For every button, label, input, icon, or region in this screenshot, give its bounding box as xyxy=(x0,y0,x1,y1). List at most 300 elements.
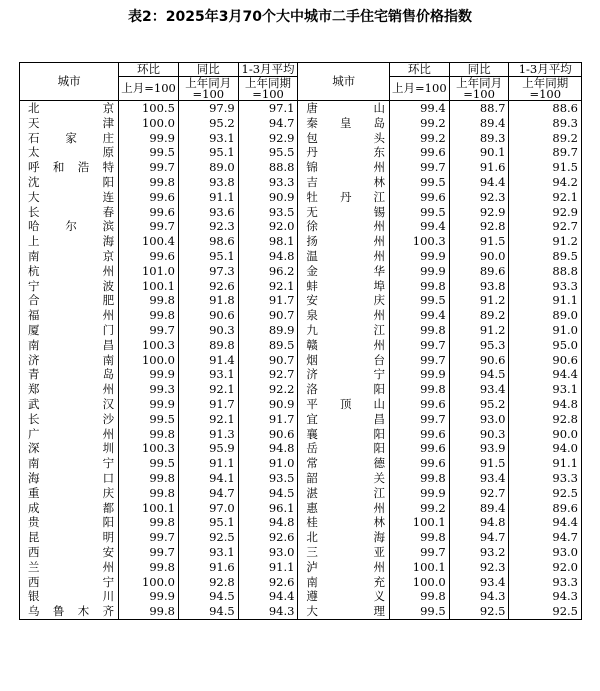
yoy-right-cell: 88.7 xyxy=(449,101,509,116)
yoy-left-cell: 97.0 xyxy=(178,501,238,516)
yoy-left-cell: 93.8 xyxy=(178,175,238,190)
avg-right-cell: 94.2 xyxy=(509,175,582,190)
city-left-cell: 南京 xyxy=(20,249,119,264)
avg-left-cell: 98.1 xyxy=(238,234,298,249)
yoy-left-cell: 91.6 xyxy=(178,560,238,575)
avg-left-cell: 93.3 xyxy=(238,175,298,190)
mom-right-cell: 99.2 xyxy=(389,116,449,131)
city-right-cell: 洛阳 xyxy=(298,382,390,397)
mom-left-cell: 99.7 xyxy=(119,545,179,560)
mom-right-cell: 99.7 xyxy=(389,338,449,353)
mom-left-cell: 99.6 xyxy=(119,190,179,205)
city-left-cell: 宁波 xyxy=(20,279,119,294)
header-avg-base-left: 上年同期=100 xyxy=(238,77,298,101)
city-right-cell: 常德 xyxy=(298,456,390,471)
yoy-left-cell: 90.3 xyxy=(178,323,238,338)
yoy-right-cell: 93.4 xyxy=(449,575,509,590)
header-mom-left: 环比 xyxy=(119,63,179,77)
yoy-right-cell: 90.1 xyxy=(449,145,509,160)
avg-right-cell: 94.0 xyxy=(509,441,582,456)
avg-right-cell: 91.0 xyxy=(509,323,582,338)
table-row xyxy=(20,160,582,175)
yoy-right-cell: 89.6 xyxy=(449,264,509,279)
mom-left-cell: 99.8 xyxy=(119,560,179,575)
avg-right-cell: 92.5 xyxy=(509,604,582,619)
yoy-right-cell: 93.0 xyxy=(449,412,509,427)
city-right-cell: 金华 xyxy=(298,264,390,279)
city-left-cell: 沈阳 xyxy=(20,175,119,190)
mom-right-cell: 99.5 xyxy=(389,175,449,190)
yoy-right-cell: 90.3 xyxy=(449,427,509,442)
city-right-cell: 济宁 xyxy=(298,367,390,382)
mom-right-cell: 99.2 xyxy=(389,501,449,516)
avg-right-cell: 94.7 xyxy=(509,530,582,545)
city-right-cell: 韶关 xyxy=(298,471,390,486)
avg-right-cell: 93.3 xyxy=(509,279,582,294)
mom-left-cell: 99.7 xyxy=(119,160,179,175)
avg-right-cell: 90.0 xyxy=(509,427,582,442)
avg-right-cell: 94.8 xyxy=(509,397,582,412)
city-right-cell: 泸州 xyxy=(298,560,390,575)
avg-right-cell: 91.5 xyxy=(509,160,582,175)
avg-left-cell: 97.1 xyxy=(238,101,298,116)
table-row xyxy=(20,486,582,501)
table-row xyxy=(20,116,582,131)
city-right-cell: 无锡 xyxy=(298,205,390,220)
header-avg-left: 1-3月平均 xyxy=(238,63,298,77)
avg-left-cell: 93.5 xyxy=(238,471,298,486)
mom-left-cell: 99.3 xyxy=(119,382,179,397)
avg-left-cell: 92.6 xyxy=(238,575,298,590)
yoy-right-cell: 89.4 xyxy=(449,501,509,516)
mom-right-cell: 99.4 xyxy=(389,308,449,323)
yoy-left-cell: 90.6 xyxy=(178,308,238,323)
yoy-left-cell: 94.7 xyxy=(178,486,238,501)
table-row xyxy=(20,397,582,412)
avg-right-cell: 93.3 xyxy=(509,471,582,486)
yoy-right-cell: 94.4 xyxy=(449,175,509,190)
table-row xyxy=(20,338,582,353)
yoy-right-cell: 91.5 xyxy=(449,234,509,249)
yoy-left-cell: 92.1 xyxy=(178,412,238,427)
header-mom-base-left: 上月=100 xyxy=(119,77,179,101)
mom-left-cell: 99.6 xyxy=(119,205,179,220)
city-right-cell: 秦皇岛 xyxy=(298,116,390,131)
table-row xyxy=(20,441,582,456)
city-left-cell: 合肥 xyxy=(20,293,119,308)
mom-left-cell: 99.6 xyxy=(119,249,179,264)
yoy-left-cell: 92.5 xyxy=(178,530,238,545)
yoy-right-cell: 91.5 xyxy=(449,456,509,471)
city-right-cell: 平顶山 xyxy=(298,397,390,412)
yoy-right-cell: 92.7 xyxy=(449,486,509,501)
yoy-right-cell: 92.9 xyxy=(449,205,509,220)
city-left-cell: 成都 xyxy=(20,501,119,516)
yoy-left-cell: 89.0 xyxy=(178,160,238,175)
yoy-left-cell: 95.1 xyxy=(178,249,238,264)
mom-left-cell: 99.5 xyxy=(119,456,179,471)
city-right-cell: 吉林 xyxy=(298,175,390,190)
avg-left-cell: 92.9 xyxy=(238,131,298,146)
avg-right-cell: 92.5 xyxy=(509,486,582,501)
yoy-right-cell: 93.4 xyxy=(449,471,509,486)
mom-left-cell: 100.1 xyxy=(119,279,179,294)
city-right-cell: 赣州 xyxy=(298,338,390,353)
yoy-right-cell: 94.8 xyxy=(449,515,509,530)
city-left-cell: 广州 xyxy=(20,427,119,442)
avg-left-cell: 90.9 xyxy=(238,397,298,412)
city-left-cell: 天津 xyxy=(20,116,119,131)
mom-right-cell: 99.2 xyxy=(389,131,449,146)
avg-left-cell: 94.3 xyxy=(238,604,298,619)
table-row xyxy=(20,530,582,545)
table-row xyxy=(20,382,582,397)
mom-right-cell: 100.1 xyxy=(389,515,449,530)
mom-right-cell: 99.9 xyxy=(389,367,449,382)
mom-right-cell: 99.4 xyxy=(389,101,449,116)
avg-left-cell: 91.7 xyxy=(238,412,298,427)
table-row xyxy=(20,589,582,604)
city-right-cell: 丹东 xyxy=(298,145,390,160)
city-left-cell: 上海 xyxy=(20,234,119,249)
table-body xyxy=(20,101,582,620)
avg-right-cell: 93.1 xyxy=(509,382,582,397)
yoy-right-cell: 89.2 xyxy=(449,308,509,323)
city-left-cell: 太原 xyxy=(20,145,119,160)
mom-right-cell: 99.7 xyxy=(389,353,449,368)
city-right-cell: 唐山 xyxy=(298,101,390,116)
avg-right-cell: 89.7 xyxy=(509,145,582,160)
mom-left-cell: 99.5 xyxy=(119,145,179,160)
city-left-cell: 石家庄 xyxy=(20,131,119,146)
yoy-right-cell: 93.9 xyxy=(449,441,509,456)
yoy-left-cell: 98.6 xyxy=(178,234,238,249)
avg-left-cell: 91.7 xyxy=(238,293,298,308)
city-left-cell: 西宁 xyxy=(20,575,119,590)
mom-right-cell: 99.9 xyxy=(389,264,449,279)
mom-left-cell: 99.8 xyxy=(119,427,179,442)
mom-left-cell: 100.4 xyxy=(119,234,179,249)
city-left-cell: 呼和浩特 xyxy=(20,160,119,175)
city-right-cell: 大理 xyxy=(298,604,390,619)
avg-left-cell: 94.5 xyxy=(238,486,298,501)
header-yoy-base-left: 上年同月=100 xyxy=(178,77,238,101)
avg-right-cell: 93.0 xyxy=(509,545,582,560)
yoy-left-cell: 91.4 xyxy=(178,353,238,368)
table-header xyxy=(20,63,582,101)
mom-left-cell: 99.8 xyxy=(119,308,179,323)
yoy-right-cell: 93.8 xyxy=(449,279,509,294)
mom-right-cell: 99.4 xyxy=(389,219,449,234)
yoy-left-cell: 95.9 xyxy=(178,441,238,456)
mom-left-cell: 100.0 xyxy=(119,575,179,590)
mom-right-cell: 99.6 xyxy=(389,427,449,442)
avg-right-cell: 91.2 xyxy=(509,234,582,249)
mom-right-cell: 99.7 xyxy=(389,160,449,175)
avg-right-cell: 90.6 xyxy=(509,353,582,368)
city-right-cell: 岳阳 xyxy=(298,441,390,456)
yoy-right-cell: 89.3 xyxy=(449,131,509,146)
mom-right-cell: 99.7 xyxy=(389,545,449,560)
header-avg-base-right: 上年同期=100 xyxy=(509,77,582,101)
table-row xyxy=(20,427,582,442)
table-row xyxy=(20,234,582,249)
yoy-left-cell: 95.1 xyxy=(178,515,238,530)
mom-right-cell: 100.0 xyxy=(389,575,449,590)
avg-left-cell: 92.0 xyxy=(238,219,298,234)
city-left-cell: 南昌 xyxy=(20,338,119,353)
avg-right-cell: 92.0 xyxy=(509,560,582,575)
avg-left-cell: 96.2 xyxy=(238,264,298,279)
avg-right-cell: 89.3 xyxy=(509,116,582,131)
avg-left-cell: 94.4 xyxy=(238,589,298,604)
city-right-cell: 安庆 xyxy=(298,293,390,308)
city-left-cell: 长春 xyxy=(20,205,119,220)
mom-right-cell: 99.9 xyxy=(389,249,449,264)
yoy-left-cell: 91.8 xyxy=(178,293,238,308)
city-right-cell: 扬州 xyxy=(298,234,390,249)
city-left-cell: 重庆 xyxy=(20,486,119,501)
yoy-left-cell: 97.9 xyxy=(178,101,238,116)
mom-right-cell: 100.1 xyxy=(389,560,449,575)
table-row xyxy=(20,190,582,205)
header-yoy-left: 同比 xyxy=(178,63,238,77)
avg-right-cell: 93.3 xyxy=(509,575,582,590)
table-row xyxy=(20,308,582,323)
mom-right-cell: 99.5 xyxy=(389,293,449,308)
yoy-right-cell: 92.3 xyxy=(449,560,509,575)
city-right-cell: 北海 xyxy=(298,530,390,545)
yoy-left-cell: 92.8 xyxy=(178,575,238,590)
city-left-cell: 郑州 xyxy=(20,382,119,397)
avg-left-cell: 92.7 xyxy=(238,367,298,382)
table-row xyxy=(20,205,582,220)
avg-right-cell: 92.9 xyxy=(509,205,582,220)
city-right-cell: 牡丹江 xyxy=(298,190,390,205)
mom-right-cell: 99.8 xyxy=(389,589,449,604)
yoy-left-cell: 91.3 xyxy=(178,427,238,442)
mom-left-cell: 101.0 xyxy=(119,264,179,279)
mom-right-cell: 99.6 xyxy=(389,190,449,205)
avg-left-cell: 94.7 xyxy=(238,116,298,131)
mom-right-cell: 99.8 xyxy=(389,471,449,486)
yoy-right-cell: 90.0 xyxy=(449,249,509,264)
city-right-cell: 襄阳 xyxy=(298,427,390,442)
table-row xyxy=(20,131,582,146)
city-left-cell: 哈尔滨 xyxy=(20,219,119,234)
header-mom-base-right: 上月=100 xyxy=(389,77,449,101)
price-index-table xyxy=(19,62,582,620)
mom-left-cell: 99.9 xyxy=(119,397,179,412)
table-row xyxy=(20,264,582,279)
avg-left-cell: 92.6 xyxy=(238,530,298,545)
city-left-cell: 贵阳 xyxy=(20,515,119,530)
yoy-left-cell: 93.1 xyxy=(178,131,238,146)
avg-left-cell: 90.7 xyxy=(238,353,298,368)
city-right-cell: 锦州 xyxy=(298,160,390,175)
avg-right-cell: 91.1 xyxy=(509,293,582,308)
yoy-right-cell: 95.3 xyxy=(449,338,509,353)
mom-left-cell: 100.1 xyxy=(119,501,179,516)
city-right-cell: 湛江 xyxy=(298,486,390,501)
city-left-cell: 福州 xyxy=(20,308,119,323)
avg-left-cell: 90.6 xyxy=(238,427,298,442)
table-row xyxy=(20,501,582,516)
table-row xyxy=(20,545,582,560)
mom-left-cell: 99.8 xyxy=(119,293,179,308)
avg-right-cell: 92.1 xyxy=(509,190,582,205)
header-yoy-base-right: 上年同月=100 xyxy=(449,77,509,101)
mom-right-cell: 99.5 xyxy=(389,205,449,220)
avg-left-cell: 88.8 xyxy=(238,160,298,175)
mom-left-cell: 100.3 xyxy=(119,441,179,456)
header-mom-right: 环比 xyxy=(389,63,449,77)
avg-right-cell: 94.4 xyxy=(509,515,582,530)
avg-left-cell: 93.5 xyxy=(238,205,298,220)
mom-right-cell: 100.3 xyxy=(389,234,449,249)
mom-left-cell: 99.8 xyxy=(119,604,179,619)
city-left-cell: 杭州 xyxy=(20,264,119,279)
yoy-right-cell: 92.5 xyxy=(449,604,509,619)
avg-right-cell: 89.6 xyxy=(509,501,582,516)
city-right-cell: 包头 xyxy=(298,131,390,146)
city-right-cell: 徐州 xyxy=(298,219,390,234)
mom-left-cell: 99.9 xyxy=(119,131,179,146)
city-left-cell: 银川 xyxy=(20,589,119,604)
avg-right-cell: 94.3 xyxy=(509,589,582,604)
avg-left-cell: 94.8 xyxy=(238,249,298,264)
yoy-left-cell: 92.6 xyxy=(178,279,238,294)
yoy-left-cell: 91.1 xyxy=(178,190,238,205)
avg-right-cell: 89.5 xyxy=(509,249,582,264)
city-right-cell: 桂林 xyxy=(298,515,390,530)
yoy-left-cell: 95.1 xyxy=(178,145,238,160)
yoy-left-cell: 91.1 xyxy=(178,456,238,471)
header-city-right: 城市 xyxy=(298,63,390,101)
table-row xyxy=(20,249,582,264)
mom-left-cell: 99.8 xyxy=(119,486,179,501)
mom-left-cell: 99.8 xyxy=(119,515,179,530)
mom-left-cell: 99.7 xyxy=(119,219,179,234)
city-left-cell: 长沙 xyxy=(20,412,119,427)
mom-left-cell: 99.9 xyxy=(119,589,179,604)
avg-right-cell: 89.0 xyxy=(509,308,582,323)
mom-right-cell: 99.8 xyxy=(389,323,449,338)
table-row xyxy=(20,293,582,308)
mom-right-cell: 99.8 xyxy=(389,279,449,294)
city-right-cell: 烟台 xyxy=(298,353,390,368)
city-left-cell: 大连 xyxy=(20,190,119,205)
yoy-left-cell: 93.1 xyxy=(178,367,238,382)
mom-right-cell: 99.8 xyxy=(389,382,449,397)
city-right-cell: 蚌埠 xyxy=(298,279,390,294)
mom-left-cell: 99.5 xyxy=(119,412,179,427)
avg-left-cell: 94.8 xyxy=(238,441,298,456)
avg-left-cell: 93.0 xyxy=(238,545,298,560)
table-row xyxy=(20,279,582,294)
city-left-cell: 青岛 xyxy=(20,367,119,382)
yoy-right-cell: 92.8 xyxy=(449,219,509,234)
city-right-cell: 泉州 xyxy=(298,308,390,323)
mom-right-cell: 99.6 xyxy=(389,456,449,471)
avg-left-cell: 95.5 xyxy=(238,145,298,160)
mom-left-cell: 99.8 xyxy=(119,471,179,486)
avg-right-cell: 88.6 xyxy=(509,101,582,116)
city-left-cell: 乌鲁木齐 xyxy=(20,604,119,619)
mom-right-cell: 99.9 xyxy=(389,486,449,501)
avg-left-cell: 91.1 xyxy=(238,560,298,575)
yoy-right-cell: 93.4 xyxy=(449,382,509,397)
table-row xyxy=(20,323,582,338)
mom-left-cell: 99.7 xyxy=(119,530,179,545)
table-row xyxy=(20,604,582,619)
yoy-left-cell: 91.7 xyxy=(178,397,238,412)
mom-left-cell: 99.7 xyxy=(119,323,179,338)
table-row xyxy=(20,515,582,530)
yoy-right-cell: 92.3 xyxy=(449,190,509,205)
city-right-cell: 遵义 xyxy=(298,589,390,604)
avg-left-cell: 96.1 xyxy=(238,501,298,516)
yoy-left-cell: 92.1 xyxy=(178,382,238,397)
mom-left-cell: 100.3 xyxy=(119,338,179,353)
avg-left-cell: 89.5 xyxy=(238,338,298,353)
mom-right-cell: 99.6 xyxy=(389,145,449,160)
yoy-left-cell: 94.5 xyxy=(178,589,238,604)
yoy-left-cell: 93.1 xyxy=(178,545,238,560)
yoy-left-cell: 97.3 xyxy=(178,264,238,279)
yoy-right-cell: 93.2 xyxy=(449,545,509,560)
avg-right-cell: 92.7 xyxy=(509,219,582,234)
city-right-cell: 南充 xyxy=(298,575,390,590)
table-row xyxy=(20,575,582,590)
city-left-cell: 海口 xyxy=(20,471,119,486)
city-left-cell: 武汉 xyxy=(20,397,119,412)
city-left-cell: 兰州 xyxy=(20,560,119,575)
yoy-left-cell: 89.8 xyxy=(178,338,238,353)
avg-right-cell: 92.8 xyxy=(509,412,582,427)
table-row xyxy=(20,101,582,116)
mom-right-cell: 99.7 xyxy=(389,412,449,427)
yoy-left-cell: 94.1 xyxy=(178,471,238,486)
mom-left-cell: 99.8 xyxy=(119,175,179,190)
yoy-right-cell: 94.3 xyxy=(449,589,509,604)
table-row xyxy=(20,353,582,368)
yoy-right-cell: 91.2 xyxy=(449,293,509,308)
yoy-left-cell: 92.3 xyxy=(178,219,238,234)
yoy-left-cell: 95.2 xyxy=(178,116,238,131)
avg-left-cell: 94.8 xyxy=(238,515,298,530)
yoy-right-cell: 91.6 xyxy=(449,160,509,175)
header-city-left: 城市 xyxy=(20,63,119,101)
table-row xyxy=(20,456,582,471)
mom-right-cell: 99.6 xyxy=(389,441,449,456)
avg-left-cell: 90.7 xyxy=(238,308,298,323)
table-row xyxy=(20,471,582,486)
avg-right-cell: 89.2 xyxy=(509,131,582,146)
yoy-right-cell: 89.4 xyxy=(449,116,509,131)
header-avg-right: 1-3月平均 xyxy=(509,63,582,77)
avg-left-cell: 89.9 xyxy=(238,323,298,338)
city-left-cell: 厦门 xyxy=(20,323,119,338)
mom-left-cell: 100.5 xyxy=(119,101,179,116)
yoy-right-cell: 94.7 xyxy=(449,530,509,545)
yoy-left-cell: 94.5 xyxy=(178,604,238,619)
avg-left-cell: 90.9 xyxy=(238,190,298,205)
avg-right-cell: 95.0 xyxy=(509,338,582,353)
table-row xyxy=(20,219,582,234)
city-left-cell: 深圳 xyxy=(20,441,119,456)
city-right-cell: 九江 xyxy=(298,323,390,338)
